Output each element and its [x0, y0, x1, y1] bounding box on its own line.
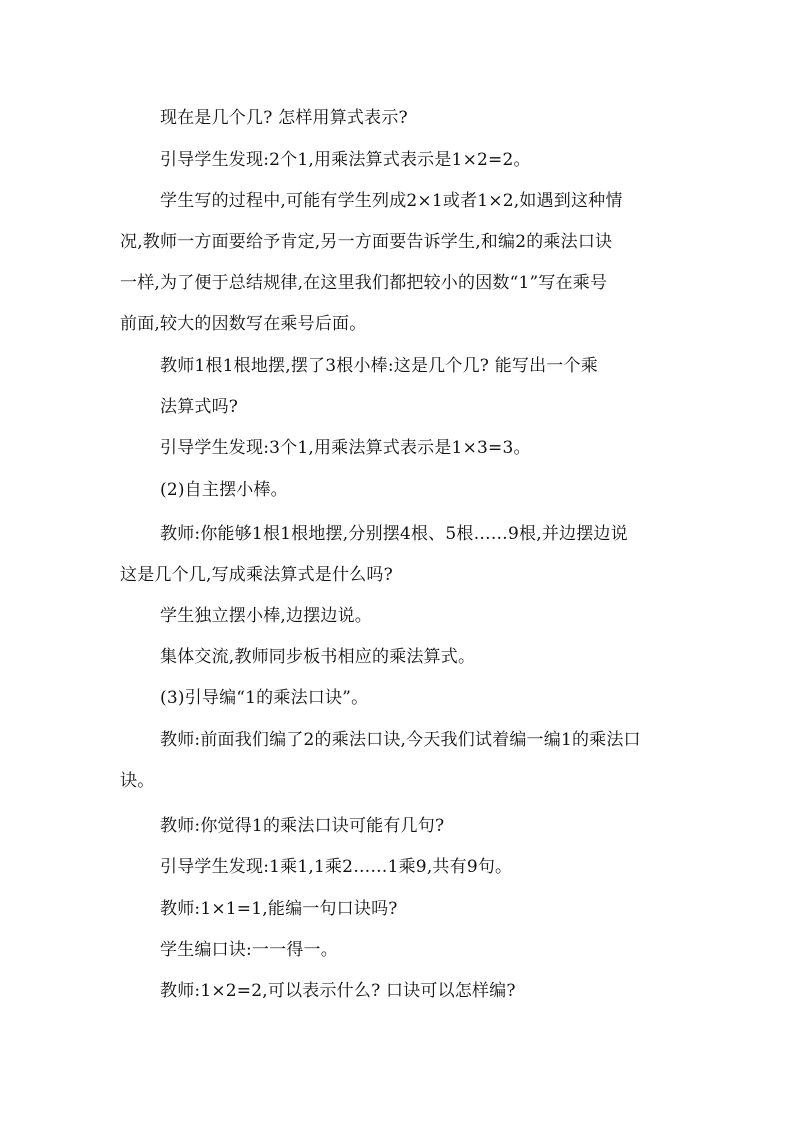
paragraph-line: 法算式吗?: [160, 397, 239, 417]
paragraph-line: 集体交流,教师同步板书相应的乘法算式。: [160, 647, 476, 667]
paragraph-line: 教师:你能够1根1根地摆,分别摆4根、5根……9根,并边摆边说: [160, 524, 628, 544]
paragraph-line: 教师:1×1=1,能编一句口诀吗?: [160, 899, 398, 919]
paragraph-line: 引导学生发现:2个1,用乘法算式表示是1×2=2。: [160, 150, 531, 170]
paragraph-line: 引导学生发现:1乘1,1乘2……1乘9,共有9句。: [160, 857, 513, 877]
paragraph-line: 学生独立摆小棒,边摆边说。: [160, 606, 373, 626]
paragraph-line: 教师:前面我们编了2的乘法口诀,今天我们试着编一编1的乘法口: [160, 730, 641, 750]
paragraph-line: 学生编口诀:一一得一。: [160, 940, 338, 960]
paragraph-line: 一样,为了便于总结规律,在这里我们都把较小的因数“1”写在乘号: [120, 273, 608, 293]
paragraph-line: (2)自主摆小棒。: [160, 480, 288, 500]
paragraph-line: 学生写的过程中,可能有学生列成2×1或者1×2,如遇到这种情: [160, 191, 623, 211]
paragraph-line: 教师:1×2=2,可以表示什么? 口诀可以怎样编?: [160, 981, 516, 1001]
paragraph-line: 教师1根1根地摆,摆了3根小棒:这是几个几? 能写出一个乘: [160, 356, 598, 376]
paragraph-line: 现在是几个几? 怎样用算式表示?: [160, 108, 408, 128]
paragraph-line: 诀。: [120, 771, 155, 791]
paragraph-line: 况,教师一方面要给予肯定,另一方面要告诉学生,和编2的乘法口诀: [120, 232, 613, 252]
paragraph-line: 这是几个几,写成乘法算式是什么吗?: [120, 565, 393, 585]
paragraph-line: 教师:你觉得1的乘法口诀可能有几句?: [160, 816, 445, 836]
paragraph-line: 引导学生发现:3个1,用乘法算式表示是1×3=3。: [160, 438, 531, 458]
paragraph-line: (3)引导编“1的乘法口诀”。: [160, 688, 369, 708]
paragraph-line: 前面,较大的因数写在乘号后面。: [120, 314, 367, 334]
